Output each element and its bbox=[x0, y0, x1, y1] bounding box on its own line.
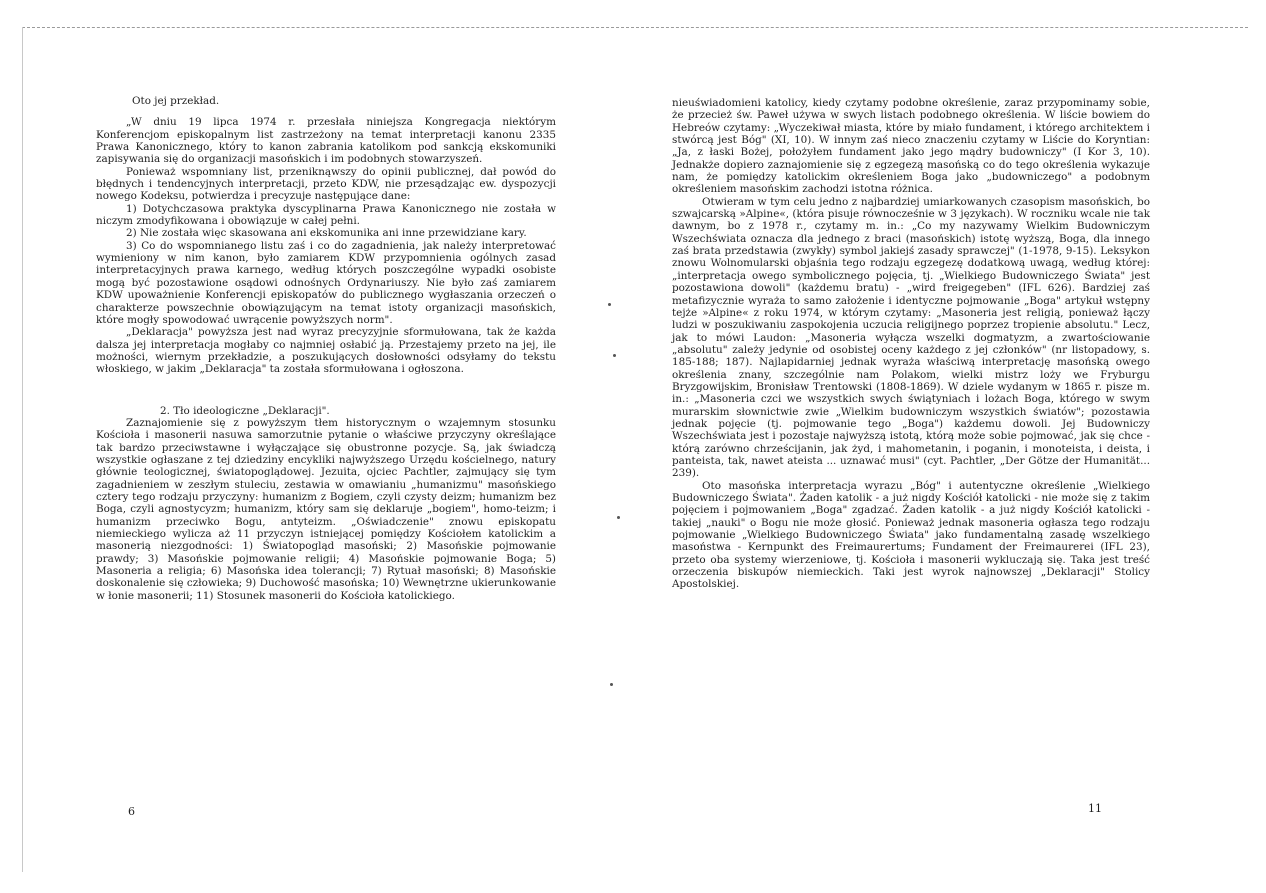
scan-left-edge bbox=[22, 27, 23, 872]
paragraph: Ponieważ wspomniany list, przeniknąwszy do opinii publicznej, dał powód do błędnych i tendencyjnych interpretacji, przeto KDW, nie przesądzając ew. dyspozycji nowego Kodeksu, potwierdza i precyzuje następujące dane: bbox=[96, 165, 556, 203]
section-heading: 2. Tło ideologiczne „Deklaracji". bbox=[160, 404, 330, 417]
paragraph: „W dniu 19 lipca 1974 r. przesłała niniejsza Kongregacja niektórym Konferencjom episkopalnym list zastrzeżony na temat interpretacji kanonu 2335 Prawa Kanonicznego, który to kanon zabrania katolikom pod sankcją ekskomuniki zapisywania się do organizacji masońskich i im podobnych stowarzyszeń. bbox=[96, 116, 556, 166]
paragraph: Oto masońska interpretacja wyrazu „Bóg" i autentyczne określenie „Wielkiego Budowniczego Świata". Żaden katolik - a już nigdy Kościół katolicki - nie może się z takim pojęciem i pojmowaniem „Boga" zgadzać. Żaden katolik - a już nigdy Kościół katolicki - takiej „nauki" o Bogu nie może głosić. Ponieważ jednak masoneria ogłasza tego rodzaju pojmowanie „Wielkiego Budowniczego Świata" jako fundamentalną zasadę wszelkiego masoństwa - Kernpunkt des Freimaurertums; Fundament der Freimaurerei (IFL 23), przeto oba systemy wierzeniowe, tj. Kościoła i masonerii wykluczają się. Taka jest treść orzeczenia biskupów niemieckich. Taki jest wyrok najnowszej „Deklaracji" Stolicy Apostolskiej. bbox=[672, 479, 1150, 591]
scan-top-edge bbox=[22, 27, 1248, 28]
left-page-column bbox=[96, 95, 556, 602]
paragraph: 3) Co do wspomnianego listu zaś i co do zagadnienia, jak należy interpretować wymieniony w nim kanon, było zamiarem KDW przypomnienia ogólnych zasad interpretacyjnych prawa karnego, według których poszczególne wypadki osobiste mogą być pozostawione osądowi odnośnych Ordynariuszy. Nie było zaś zamiarem KDW upoważnienie Konferencji episkopatów do publicznego wygłaszania orzeczeń o charakterze powszechnie obowiązującym na temat istoty organizacji masońskich, które mogły spowodować uwrącenie powyższych norm". bbox=[96, 239, 556, 326]
page-number-right: 11 bbox=[1088, 802, 1102, 815]
paragraph: nieuświadomieni katolicy, kiedy czytamy podobne określenie, zaraz przypominamy sobie, że przecież św. Paweł używa w swych listach podobnego określenia. W liście bowiem do Hebreów czytamy: „Wyczekiwał miasta, które by miało fundament, i którego architektem i stwórcą jest Bóg" (XI, 10). W innym zaś nieco znaczeniu czytamy w Liście do Koryntian: „Ja, z łaski Bożej, położyłem fundament jako jego mądry budowniczy" (I Kor 3, 10). Jednakże dopiero zaznajomienie się z egzegezą masońską co do tego określenia wykazuje nam, że pomiędzy katolickim określeniem Boga jako „budowniczego" a podobnym określeniem masońskim zachodzi istotna różnica. bbox=[672, 97, 1150, 196]
paragraph: 1) Dotychczasowa praktyka dyscyplinarna Prawa Kanonicznego nie została w niczym zmodyfikowana i obowiązuje w całej pełni. bbox=[96, 202, 556, 228]
paragraph: Otwieram w tym celu jedno z najbardziej umiarkowanych czasopism masońskich, bo szwajcarską »Alpine«, (która pisuje równocześnie w 3 językach). W roczniku wcale nie tak dawnym, bo z 1978 r., czytamy m. in.: „Co my nazywamy Wielkim Budowniczym Wszechświata oznacza dla jednego z braci (masońskich) istotę wyższą, Boga, dla innego zaś brata przedstawia (zwykły) symbol jakiejś zasady sprawczej" (1-1978, 9-15). Leksykon znowu Wolnomularski objaśnia tego rodzaju egzegezę dodatkową uwagą, według której: „interpretacja owego symbolicznego pojęcia, tj. „Wielkiego Budowniczego Świata" jest pozostawiona dowoli" (każdemu bratu) - „wird freigegeben" (IFL 626). Bardziej zaś metafizycznie wyraża to samo założenie i identyczne pojmowanie „Boga" artykuł wstępny tejże »Alpine« z roku 1974, w którym czytamy: „Masoneria jest religią, ponieważ łączy ludzi w poszukiwaniu zaspokojenia uczucia religijnego poprzez tropienie absolutu." Lecz, jak to mówi Laudon: „Masoneria wyłącza wszelki dogmatyzm, a zwartościowanie „absolutu" zależy jedynie od osobistej oceny każdego z jej członków" (nr listopadowy, s. 185-188; 187). Najlapidarniej jednak wyraża właściwą interpretację masońską owego określenia znany, szczególnie nam Polakom, wielki mistrz loży we Fryburgu Bryzgowijskim, Bronisław Trentowski (1808-1869). W dziele wydanym w 1865 r. pisze m. in.: „Masoneria czci we wszystkich swych świątyniach i lożach Boga, którego w swym murarskim słownictwie zwie „Wielkim budowniczym wszystkich światów"; pozostawia jednak pojęcie (tj. pojmowanie tego „Boga") każdemu dowoli. Jej Budowniczy Wszechświata jest i pozostaje najwyższą istotą, którą może sobie pojmować, jak się chce - którą zarówno chrześcijanin, jak żyd, i mahometanin, i poganin, i monoteista, i deista, i panteista, tak, nawet ateista ... uznawać musi" (cyt. Pachtler, „Der Götze der Humanität... 239). bbox=[672, 195, 1150, 480]
scan-speck bbox=[617, 516, 620, 519]
paragraph: Zaznajomienie się z powyższym tłem historycznym o wzajemnym stosunku Kościoła i masonerii nasuwa samorzutnie pytanie o właściwe przyczyny określające tak bardzo przeciwstawne i wyłączające się obustronne pozycje. Są, jak świadczą wszystkie ogłaszane z tej dziedziny encykliki najwyższego Urzędu kościelnego, natury głównie teologicznej, światopoglądowej. Jezuita, ojciec Pachtler, zajmujący się tym zagadnieniem w zeszłym stuleciu, zestawia w omawianiu „humanizmu" masońskiego cztery tego rodzaju przyczyny: humanizm z Bogiem, czyli czysty deizm; humanizm bez Boga, czyli agnostycyzm; humanizm, który sam się deklaruje „bogiem", homo-teizm; i humanizm przeciwko Bogu, antyteizm. „Oświadczenie" znowu episkopatu niemieckiego wylicza aż 11 przyczyn istniejącej pomiędzy Kościołem katolickim a masonerią niezgodności: 1) Światopogląd masoński; 2) Masońskie pojmowanie prawdy; 3) Masońskie pojmowanie religii; 4) Masońskie pojmowanie Boga; 5) Masoneria a religia; 6) Masońska idea tolerancji; 7) Rytuał masoński; 8) Masońskie doskonalenie się człowieka; 9) Duchowość masońska; 10) Wewnętrzne ukierunkowanie w łonie masonerii; 11) Stosunek masonerii do Kościoła katolickiego. bbox=[96, 416, 556, 602]
paragraph: „Deklaracja" powyższa jest nad wyraz precyzyjnie sformułowana, tak że każda dalsza jej interpretacja mogłaby co najmniej osłabić ją. Przestajemy przeto na jej, ile możności, wiernym przekładzie, a poszukujących dosłowności odsyłamy do tekstu włoskiego, w jakim „Deklaracja" ta została sformułowana i ogłoszona. bbox=[96, 326, 556, 376]
section-gap bbox=[96, 376, 556, 405]
scan-speck bbox=[610, 683, 613, 686]
right-page-column bbox=[672, 97, 1150, 591]
intro-line: Oto jej przekład. bbox=[132, 95, 220, 107]
paragraph: 2) Nie została więc skasowana ani ekskomunika ani inne przewidziane kary. bbox=[126, 227, 527, 240]
page-number-left: 6 bbox=[128, 805, 135, 818]
scan-speck bbox=[608, 303, 611, 306]
scan-speck bbox=[613, 354, 616, 357]
